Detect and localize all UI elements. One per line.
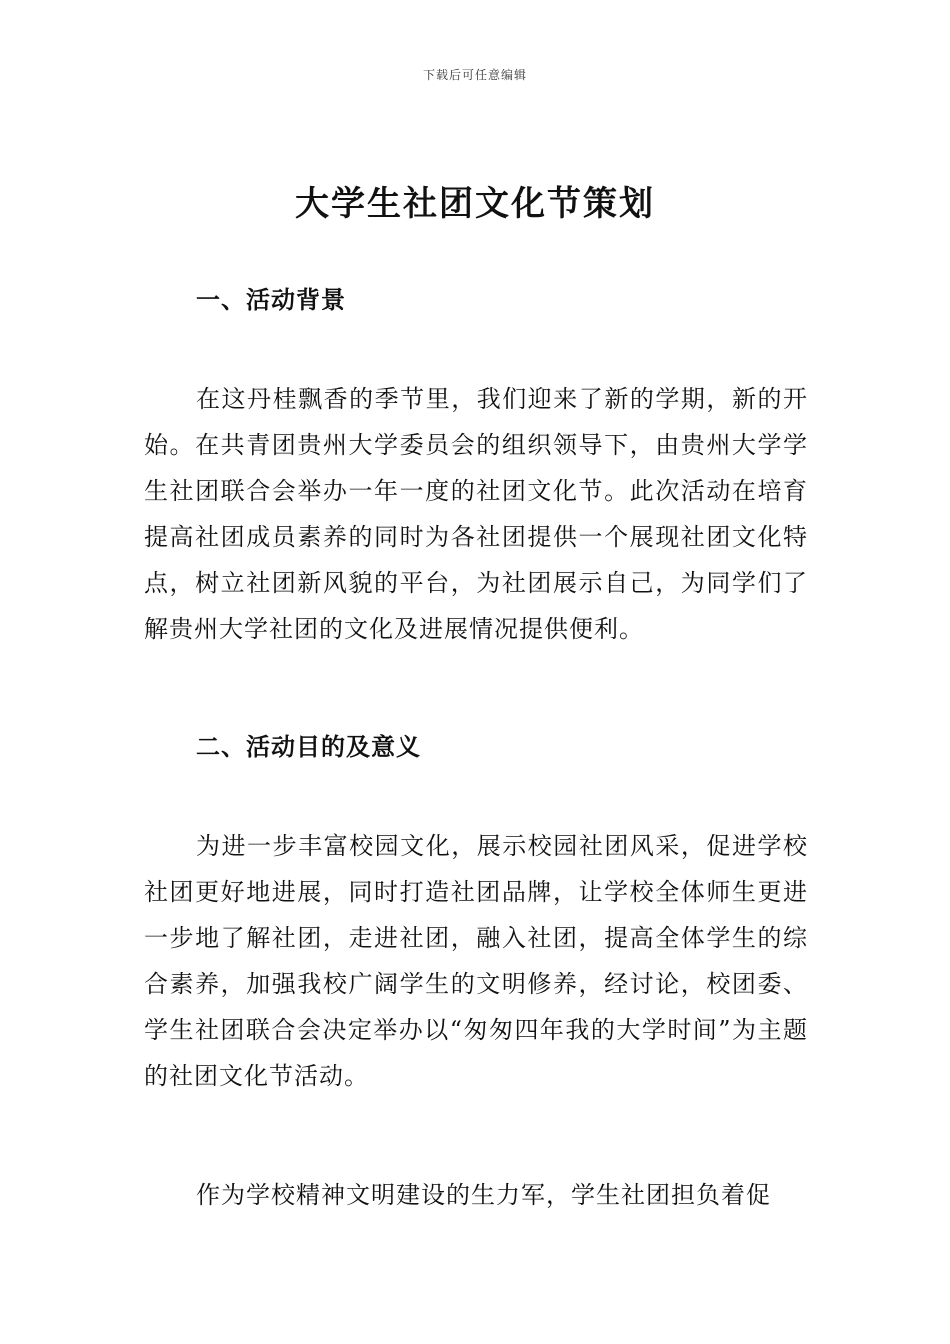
paragraph: 作为学校精神文明建设的生力军，学生社团担负着促 xyxy=(196,1181,771,1209)
section-body-purpose xyxy=(144,823,808,1099)
paragraph: 在这丹桂飘香的季节里，我们迎来了新的学期，新的开始。在共青团贵州大学委员会的组织领导下，由贵州大学学生社团联合会举办一年一度的社团文化节。此次活动在培育提高社团成员素养的同时为各社团提供一个展现社团文化特点，树立社团新风貌的平台，为社团展示自己，为同学们了解贵州大学社团的文化及进展情况提供便利。 xyxy=(144,385,808,643)
section-heading-background: 一、活动背景 xyxy=(196,285,346,314)
document-title: 大学生社团文化节策划 xyxy=(295,184,655,224)
section-body-background xyxy=(144,376,808,652)
header-note: 下载后可任意编辑 xyxy=(422,68,527,82)
paragraph: 为进一步丰富校园文化，展示校园社团风采，促进学校社团更好地进展，同时打造社团品牌，让学校全体师生更进一步地了解社团，走进社团，融入社团，提高全体学生的综合素养，加强我校广阔学生的文明修养，经讨论，校团委、学生社团联合会决定举办以“匆匆四年我的大学时间”为主题的社团文化节活动。 xyxy=(144,832,808,1090)
section-body-purpose-continued xyxy=(144,1172,808,1218)
section-heading-purpose: 二、活动目的及意义 xyxy=(196,732,421,761)
